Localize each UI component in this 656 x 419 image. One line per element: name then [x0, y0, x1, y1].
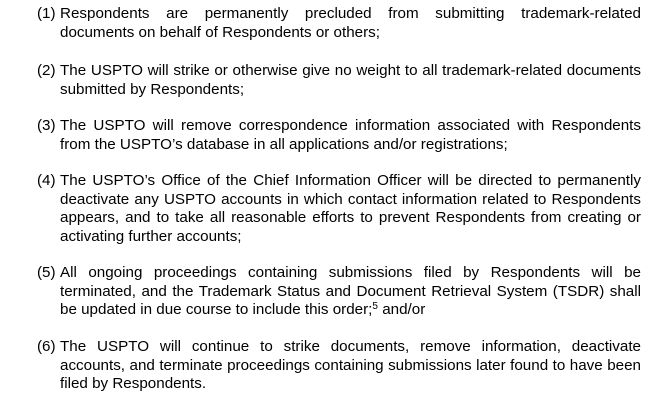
item-number: (1) [37, 5, 56, 22]
item-number: (4) [37, 172, 56, 189]
item-text: The USPTO will remove correspondence information associated with Respondents from the USPTO’s database in all applications and/or registrations; [60, 117, 641, 153]
order-item-2 [37, 62, 641, 99]
item-number: (3) [37, 117, 56, 134]
item-text [60, 264, 641, 320]
footnote-marker: 5 [372, 301, 378, 312]
order-item-1 [37, 5, 641, 42]
order-item-6 [37, 338, 641, 394]
item-number: (6) [37, 338, 56, 355]
item-text: Respondents are permanently precluded from submitting trademark-related documents on behalf of Respondents or others; [60, 5, 641, 41]
order-item-5 [37, 264, 641, 320]
item-number: (5) [37, 264, 56, 281]
item-text: The USPTO will continue to strike documents, remove information, deactivate accounts, and terminate proceedings containing submissions later found to have been filed by Respondents. [60, 338, 641, 392]
item-text-tail: and/or [377, 301, 426, 318]
item-text-main: All ongoing proceedings containing submissions filed by Respondents will be terminated, and the Trademark Status and Document Retrieval System (TSDR) shall be updated in due course to include this order; [60, 264, 641, 318]
order-item-3 [37, 117, 641, 154]
item-number: (2) [37, 62, 56, 79]
order-item-4 [37, 172, 641, 246]
item-text: The USPTO’s Office of the Chief Information Officer will be directed to permanently deactivate any USPTO accounts in which contact information related to Respondents appears, and to take all reasonable efforts to prevent Respondents from creating or activating further accounts; [60, 172, 641, 245]
item-text: The USPTO will strike or otherwise give no weight to all trademark-related documents submitted by Respondents; [60, 62, 641, 98]
